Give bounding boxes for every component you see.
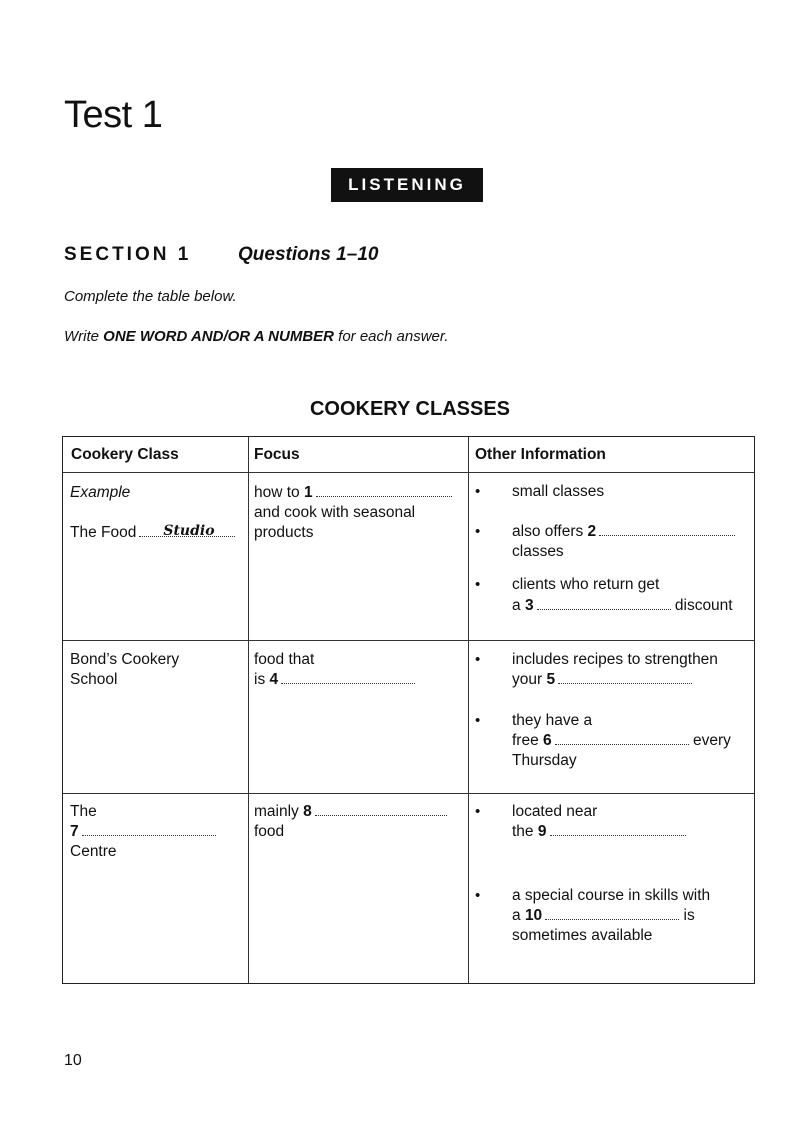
instruction-suffix: for each answer.	[334, 328, 449, 345]
bullet-icon: •	[475, 803, 481, 820]
row3-info-2-line3: sometimes available	[512, 927, 653, 944]
answer-line-5[interactable]	[558, 682, 692, 684]
column-divider	[468, 437, 469, 983]
answer-line	[139, 523, 235, 539]
row3-focus-text: mainly	[254, 803, 299, 820]
answer-line-3[interactable]	[537, 608, 671, 610]
question-number-7: 7	[70, 823, 79, 840]
row2-info-2-line3: Thursday	[512, 752, 577, 769]
row3-class-line3: Centre	[70, 843, 117, 860]
row3-info-1-text: the	[512, 823, 534, 840]
example-answer-handwritten: Studio	[163, 523, 215, 539]
bullet-icon: •	[475, 523, 481, 540]
row2-info-2-suffix: every	[692, 732, 731, 749]
row1-focus-line1	[254, 483, 452, 504]
row3-info-2-suffix: is	[683, 907, 695, 924]
row2-info-1-line1: includes recipes to strengthen	[512, 651, 718, 668]
listening-badge: LISTENING	[331, 168, 483, 202]
table-title: COOKERY CLASSES	[309, 398, 511, 420]
row-divider	[63, 472, 754, 473]
row3-info-1-line1: located near	[512, 803, 598, 820]
row2-info-2-line1: they have a	[512, 712, 593, 729]
instruction-word-limit-bold: ONE WORD AND/OR A NUMBER	[103, 328, 334, 345]
question-number-1: 1	[303, 484, 313, 501]
question-number-10: 10	[524, 907, 543, 924]
answer-line-4[interactable]	[281, 682, 415, 684]
row3-class-line1: The	[70, 803, 97, 820]
row1-focus-text: how to	[254, 484, 300, 501]
header-other-information: Other Information	[475, 446, 606, 463]
question-number-8: 8	[303, 803, 312, 820]
row-divider	[63, 793, 754, 794]
column-divider	[248, 437, 249, 983]
answer-line-1[interactable]	[316, 495, 452, 497]
bullet-icon: •	[475, 712, 481, 729]
question-number-6: 6	[543, 732, 552, 749]
answer-line-6[interactable]	[555, 743, 689, 745]
row1-info-3-suffix: discount	[674, 597, 733, 614]
row1-focus-line3: products	[254, 524, 314, 541]
question-number-2: 2	[587, 523, 597, 540]
row3-focus-line1	[254, 802, 447, 823]
row1-info-3-line2	[512, 596, 733, 617]
row3-info-2-a: a	[512, 907, 521, 924]
row1-info-3-a: a	[512, 597, 521, 614]
answer-line-9[interactable]	[550, 834, 686, 836]
example-label: Example	[70, 484, 131, 501]
instruction-prefix: Write	[64, 328, 104, 345]
row2-info-2-text: free	[512, 732, 539, 749]
instruction-word-limit	[64, 328, 449, 345]
answer-line-10[interactable]	[545, 918, 679, 920]
row3-info-1-line2	[512, 822, 686, 843]
bullet-icon: •	[475, 483, 481, 500]
row2-focus-line2	[254, 670, 415, 691]
row2-class-line1: Bond’s Cookery	[70, 651, 180, 668]
cookery-classes-table	[62, 436, 755, 984]
row2-info-2-line2	[512, 731, 731, 752]
question-number-3: 3	[524, 597, 534, 614]
row1-info-1: small classes	[512, 483, 605, 500]
question-number-9: 9	[537, 823, 547, 840]
row3-class-line2	[70, 822, 216, 843]
row1-info-3-line1: clients who return get	[512, 576, 660, 593]
row1-class-text: The Food	[70, 524, 137, 541]
section-heading: SECTION 1	[64, 244, 192, 265]
row3-info-2-line1: a special course in skills with	[512, 887, 711, 904]
row3-info-2-line2	[512, 906, 695, 927]
header-cookery-class: Cookery Class	[71, 446, 179, 463]
test-title: Test 1	[64, 94, 163, 136]
answer-line-7[interactable]	[82, 834, 216, 836]
answer-line-2[interactable]	[599, 534, 735, 536]
instruction-complete-table: Complete the table below.	[64, 288, 237, 305]
row1-info-2-line2: classes	[512, 543, 564, 560]
page-number: 10	[64, 1052, 82, 1069]
bullet-icon: •	[475, 576, 481, 593]
row1-class-name	[70, 523, 235, 544]
question-number-4: 4	[269, 671, 279, 688]
row2-focus-line1: food that	[254, 651, 315, 668]
row-divider	[63, 640, 754, 641]
row1-info-2-text: also offers	[512, 523, 584, 540]
bullet-icon: •	[475, 651, 481, 668]
header-focus: Focus	[254, 446, 300, 463]
questions-range: Questions 1–10	[238, 244, 379, 265]
row1-focus-line2: and cook with seasonal	[254, 504, 416, 521]
row3-focus-line2: food	[254, 823, 285, 840]
row2-focus-text: is	[254, 671, 266, 688]
bullet-icon: •	[475, 887, 481, 904]
row2-info-1-line2	[512, 670, 692, 691]
question-number-5: 5	[546, 671, 556, 688]
row2-info-1-text: your	[512, 671, 543, 688]
answer-line-8[interactable]	[315, 814, 447, 816]
row2-class-line2: School	[70, 671, 118, 688]
row1-info-2-line1	[512, 522, 735, 543]
